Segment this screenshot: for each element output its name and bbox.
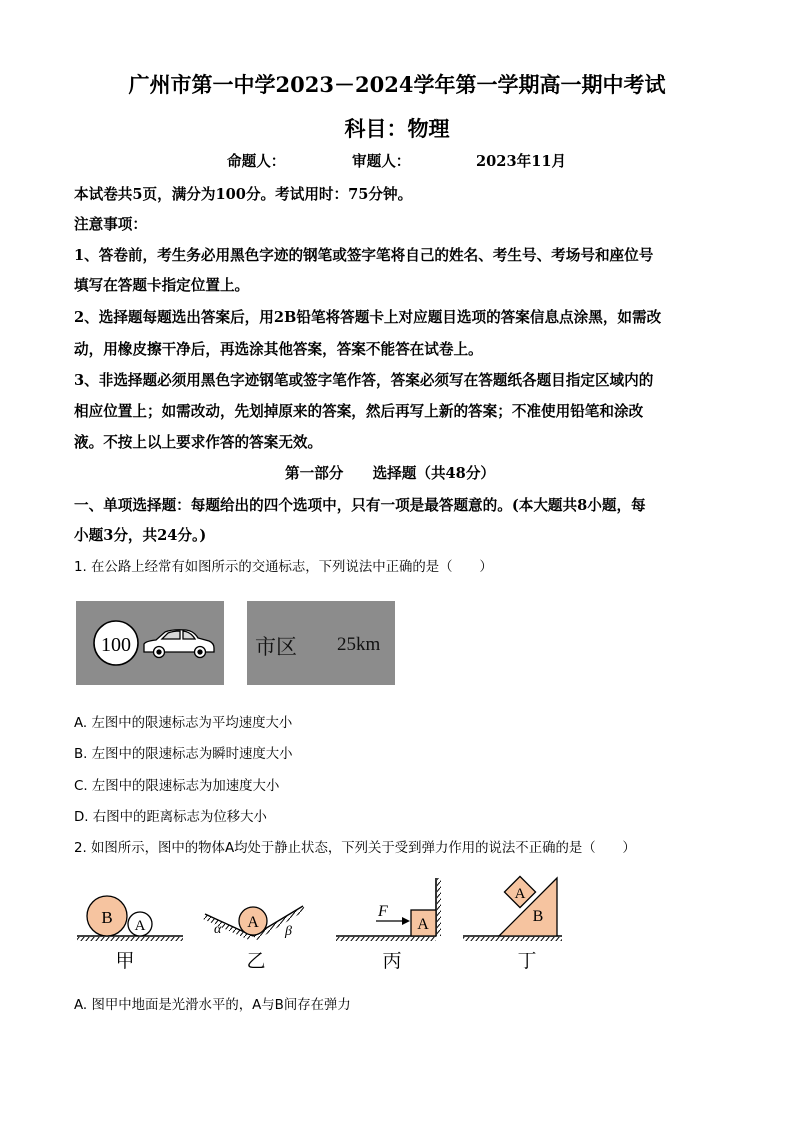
notice-2-line-1: 2、选择题每题选出答案后，用2B铅笔将答题卡上对应题目选项的答案信息点涂黑，如需改 (74, 309, 662, 326)
notice-2-line-2: 动，用橡皮擦干净后，再选涂其他答案，答案不能答在试卷上。 (74, 341, 483, 358)
label-b: B (101, 908, 113, 927)
label-beta: β (285, 924, 292, 939)
notice-3-line-3: 液。不按上以上要求作答的答案无效。 (74, 434, 323, 451)
label-a-ding: A (514, 886, 526, 902)
figure-ding (463, 876, 562, 972)
figure-bing (336, 878, 441, 972)
speed-limit-sign (76, 601, 224, 685)
q2-figures (0, 870, 794, 980)
intro-pages: 本试卷共5页，满分为100分。考试用时：75分钟。 (74, 186, 413, 203)
caption-jia: 甲 (115, 951, 135, 972)
label-f: F (378, 903, 388, 920)
caption-yi: 乙 (246, 951, 266, 972)
q1-option-b: B. 左图中的限速标志为瞬时速度大小 (74, 747, 293, 762)
author-label: 命题人： (227, 153, 286, 170)
notice-1-line-1: 1、答卷前，考生务必用黑色字迹的钢笔或签字笔将自己的姓名、考生号、考场号和座位号 (74, 247, 654, 264)
q1-option-c: C. 左图中的限速标志为加速度大小 (74, 779, 280, 794)
notice-1-line-2: 填写在答题卡指定位置上。 (74, 277, 250, 294)
label-alpha: α (214, 922, 222, 937)
subject-title: 科目：物理 (344, 116, 450, 141)
notice-3-line-2: 相应位置上；如需改动，先划掉原来的答案，然后再写上新的答案；不准使用铅笔和涂改 (74, 403, 644, 420)
notice-title: 注意事项： (74, 216, 147, 233)
q1-stem: 1. 在公路上经常有如图所示的交通标志，下列说法中正确的是（ ） (74, 560, 493, 575)
figure-yi (203, 906, 306, 972)
q2-stem: 2. 如图所示，图中的物体A均处于静止状态，下列关于受到弹力作用的说法不正确的是（ ） (74, 841, 636, 856)
reviewer-label: 审题人： (352, 153, 411, 170)
label-a-yi: A (247, 914, 259, 931)
q1-option-d: D. 右图中的距离标志为位移大小 (74, 810, 267, 825)
notice-3-line-1: 3、非选择题必须用黑色字迹钢笔或签字笔作答，答案必须写在答题纸各题目指定区域内的 (74, 372, 654, 389)
caption-bing: 丙 (382, 951, 402, 972)
distance-sign (247, 601, 395, 685)
distance-sign-place: 市区 (255, 635, 297, 659)
caption-ding: 丁 (517, 951, 537, 972)
label-a-bing: A (417, 916, 429, 933)
q2-option-a: A. 图甲中地面是光滑水平的，A与B间存在弹力 (74, 998, 351, 1013)
label-a: A (134, 918, 146, 934)
car-icon (144, 630, 214, 658)
label-b-ding: B (532, 908, 544, 925)
page-title: 广州市第一中学2023－2024学年第一学期高一期中考试 (128, 72, 666, 97)
figure-jia (77, 896, 183, 972)
q1-option-a: A. 左图中的限速标志为平均速度大小 (74, 716, 293, 731)
section-line-1: 一、单项选择题：每题给出的四个选项中，只有一项是最答题意的。(本大题共8小题，每 (74, 497, 646, 514)
exam-date: 2023年11月 (476, 153, 567, 170)
distance-sign-value: 25km (337, 634, 381, 655)
section-line-2: 小题3分，共24分。) (74, 527, 207, 544)
part1-heading: 第一部分 选择题（共48分） (285, 465, 496, 482)
speed-limit-number: 100 (101, 634, 131, 656)
